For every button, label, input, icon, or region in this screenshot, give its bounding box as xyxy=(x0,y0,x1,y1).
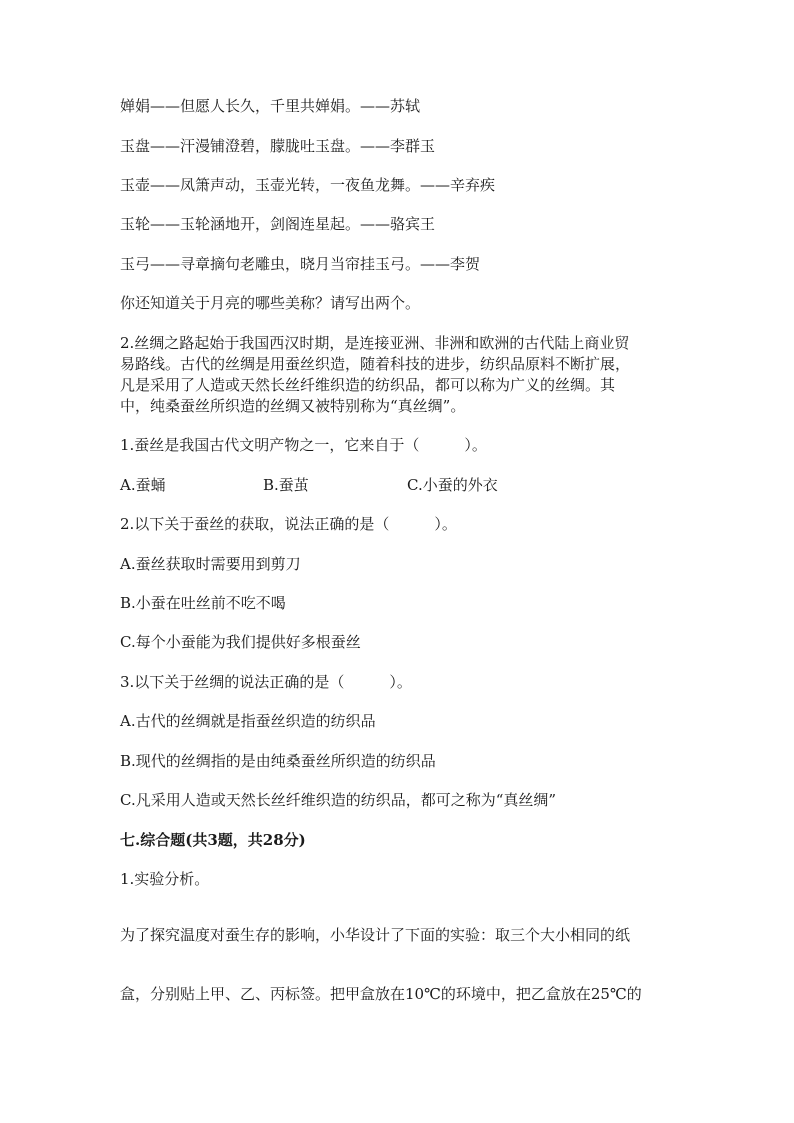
option-a: A.蚕丝获取时需要用到剪刀 xyxy=(120,555,301,573)
option-a: A.蚕蛹 xyxy=(120,476,166,494)
poem-line: 玉壶——凤箫声动，玉壶光转，一夜鱼龙舞。——辛弃疾 xyxy=(120,176,496,194)
experiment-line: 盒，分别贴上甲、乙、丙标签。把甲盒放在10℃的环境中，把乙盒放在25℃的 xyxy=(120,985,642,1003)
option-a: A.古代的丝绸就是指蚕丝织造的纺织品 xyxy=(120,712,376,730)
poem-line: 玉轮——玉轮涵地开，剑阁连星起。——骆宾王 xyxy=(120,215,436,233)
option-b: B.蚕茧 xyxy=(263,476,309,494)
option-b: B.小蚕在吐丝前不吃不喝 xyxy=(120,594,286,612)
passage-line: 易路线。古代的丝绸是用蚕丝织造，随着科技的进步，纺织品原料不断扩展， xyxy=(120,355,631,373)
passage-line: 2.丝绸之路起始于我国西汉时期，是连接亚洲、非洲和欧洲的古代陆上商业贸 xyxy=(120,334,630,352)
experiment-line: 为了探究温度对蚕生存的影响，小华设计了下面的实验：取三个大小相同的纸 xyxy=(120,926,631,944)
option-b: B.现代的丝绸指的是由纯桑蚕丝所织造的纺织品 xyxy=(120,752,436,770)
option-c: C.小蚕的外衣 xyxy=(407,476,498,494)
section-heading: 七.综合题(共3题，共28分) xyxy=(120,831,306,849)
moon-question: 你还知道关于月亮的哪些美称？请写出两个。 xyxy=(120,294,421,312)
poem-line: 玉盘——汗漫铺澄碧，朦胧吐玉盘。——李群玉 xyxy=(120,137,436,155)
option-c: C.凡采用人造或天然长丝纤维织造的纺织品，都可之称为“真丝绸” xyxy=(120,791,557,809)
passage-line: 中，纯桑蚕丝所织造的丝绸又被特别称为“真丝绸”。 xyxy=(120,397,466,415)
question-stem: 1.蚕丝是我国古代文明产物之一，它来自于（ ）。 xyxy=(120,436,487,454)
question-stem: 1.实验分析。 xyxy=(120,870,210,888)
silk-passage xyxy=(120,333,680,417)
option-c: C.每个小蚕能为我们提供好多根蚕丝 xyxy=(120,633,361,651)
poem-line: 玉弓——寻章摘句老雕虫，晓月当帘挂玉弓。——李贺 xyxy=(120,255,481,273)
question-stem: 3.以下关于丝绸的说法正确的是（ ）。 xyxy=(120,673,412,691)
passage-line: 凡是采用了人造或天然长丝纤维织造的纺织品，都可以称为广义的丝绸。其 xyxy=(120,376,616,394)
poem-line: 婵娟——但愿人长久，千里共婵娟。——苏轼 xyxy=(120,97,421,115)
question-stem: 2.以下关于蚕丝的获取，说法正确的是（ ）。 xyxy=(120,515,457,533)
